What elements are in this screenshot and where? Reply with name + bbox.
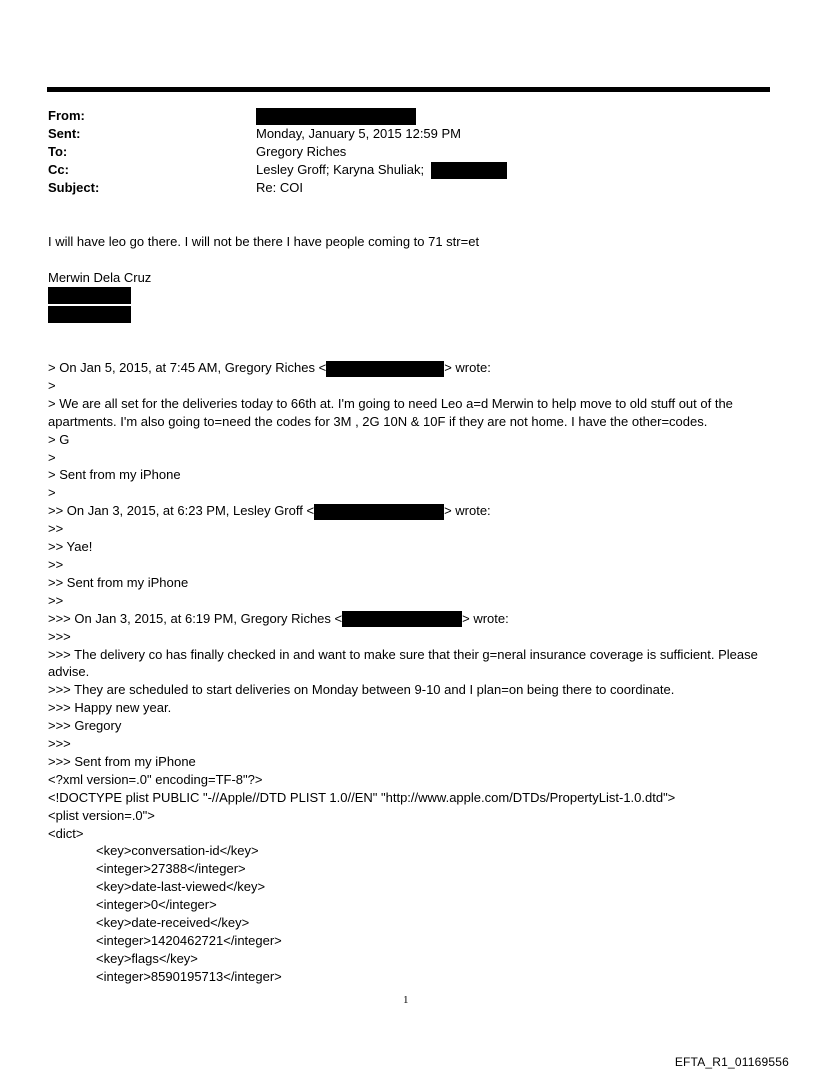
plist-line: <key>date-received</key> <box>96 915 250 931</box>
quote-line: > We are all set for the deliveries today to 66th at. I'm going to need Leo a=d Merwin to help move to old stuff out of the apartments. I'm also going to=need the codes for 3M , 2G 10N & 10F if they are not home. I have the other=codes. <box>48 395 737 429</box>
redaction-bar <box>48 287 131 304</box>
quote-line: >> <box>48 521 64 537</box>
quote-line: >>> <box>48 736 71 752</box>
quote-line: > <box>48 449 56 465</box>
cc-value <box>256 161 507 179</box>
quote-line: >>> On Jan 3, 2015, at 6:19 PM, Gregory Riches < > wrote: <box>48 610 509 626</box>
sent-label: Sent: <box>48 126 81 141</box>
page-number: 1 <box>403 994 409 1006</box>
plist-line: <integer>0</integer> <box>96 897 217 913</box>
plist-line: <!DOCTYPE plist PUBLIC "-//Apple//DTD PLIST 1.0//EN" "http://www.apple.com/DTDs/PropertyList-1.0.dtd"> <box>48 789 676 805</box>
quote-line: >>> The delivery co has finally checked in and want to make sure that their g=neral insurance coverage is sufficient. Please advise. <box>48 646 762 680</box>
redaction-bar <box>431 162 507 179</box>
plist-line: <dict> <box>48 825 84 841</box>
quote-line: >>> <box>48 628 71 644</box>
plist-line: <integer>8590195713</integer> <box>96 968 282 984</box>
signature-name: Merwin Dela Cruz <box>48 270 152 285</box>
redaction-bar <box>342 611 462 627</box>
plist-line: <plist version=.0"> <box>48 807 155 823</box>
plist-line: <?xml version=.0" encoding=TF-8"?> <box>48 771 263 787</box>
quote-line: > On Jan 5, 2015, at 7:45 AM, Gregory Riches < > wrote: <box>48 360 491 375</box>
quote-line: >> Yae! <box>48 539 93 555</box>
quote-line: >> On Jan 3, 2015, at 6:23 PM, Lesley Groff < > wrote: <box>48 503 491 519</box>
plist-line: <key>conversation-id</key> <box>96 843 259 859</box>
cc-names: Lesley Groff; Karyna Shuliak; <box>256 162 425 177</box>
subject-value: Re: COI <box>256 180 303 195</box>
to-value: Gregory Riches <box>256 144 347 159</box>
plist-line: <integer>1420462721</integer> <box>96 933 282 948</box>
quote-line: > <box>48 377 56 393</box>
quote-line: > <box>48 485 56 501</box>
plist-line: <integer>27388</integer> <box>96 861 246 877</box>
quoted-thread <box>48 359 772 986</box>
header-rule <box>47 87 770 92</box>
quote-line: >> Sent from my iPhone <box>48 574 189 590</box>
to-label: To: <box>48 144 68 159</box>
document-id: EFTA_R1_01169556 <box>674 1055 789 1069</box>
redaction-bar <box>256 108 416 125</box>
quote-line: >>> Gregory <box>48 718 122 734</box>
from-value <box>256 107 416 125</box>
sent-value: Monday, January 5, 2015 12:59 PM <box>256 126 461 141</box>
quote-line: >> <box>48 592 64 608</box>
plist-line: <key>date-last-viewed</key> <box>96 879 266 895</box>
from-label: From: <box>48 108 85 123</box>
redaction-bar <box>48 306 131 323</box>
cc-label: Cc: <box>48 162 69 177</box>
redaction-bar <box>314 504 444 520</box>
subject-label: Subject: <box>48 180 100 195</box>
plist-line: <key>flags</key> <box>96 950 198 966</box>
quote-line: >>> They are scheduled to start deliveries on Monday between 9-10 and I plan=on being there to coordinate. <box>48 682 675 698</box>
quote-line: >>> Happy new year. <box>48 700 172 716</box>
quote-line: >>> Sent from my iPhone <box>48 753 196 769</box>
quote-line: > Sent from my iPhone <box>48 467 181 483</box>
quote-line: > G <box>48 431 70 447</box>
message-text: I will have leo go there. I will not be there I have people coming to 71 str=et <box>48 234 480 249</box>
quote-line: >> <box>48 556 64 572</box>
redaction-bar <box>326 361 444 377</box>
